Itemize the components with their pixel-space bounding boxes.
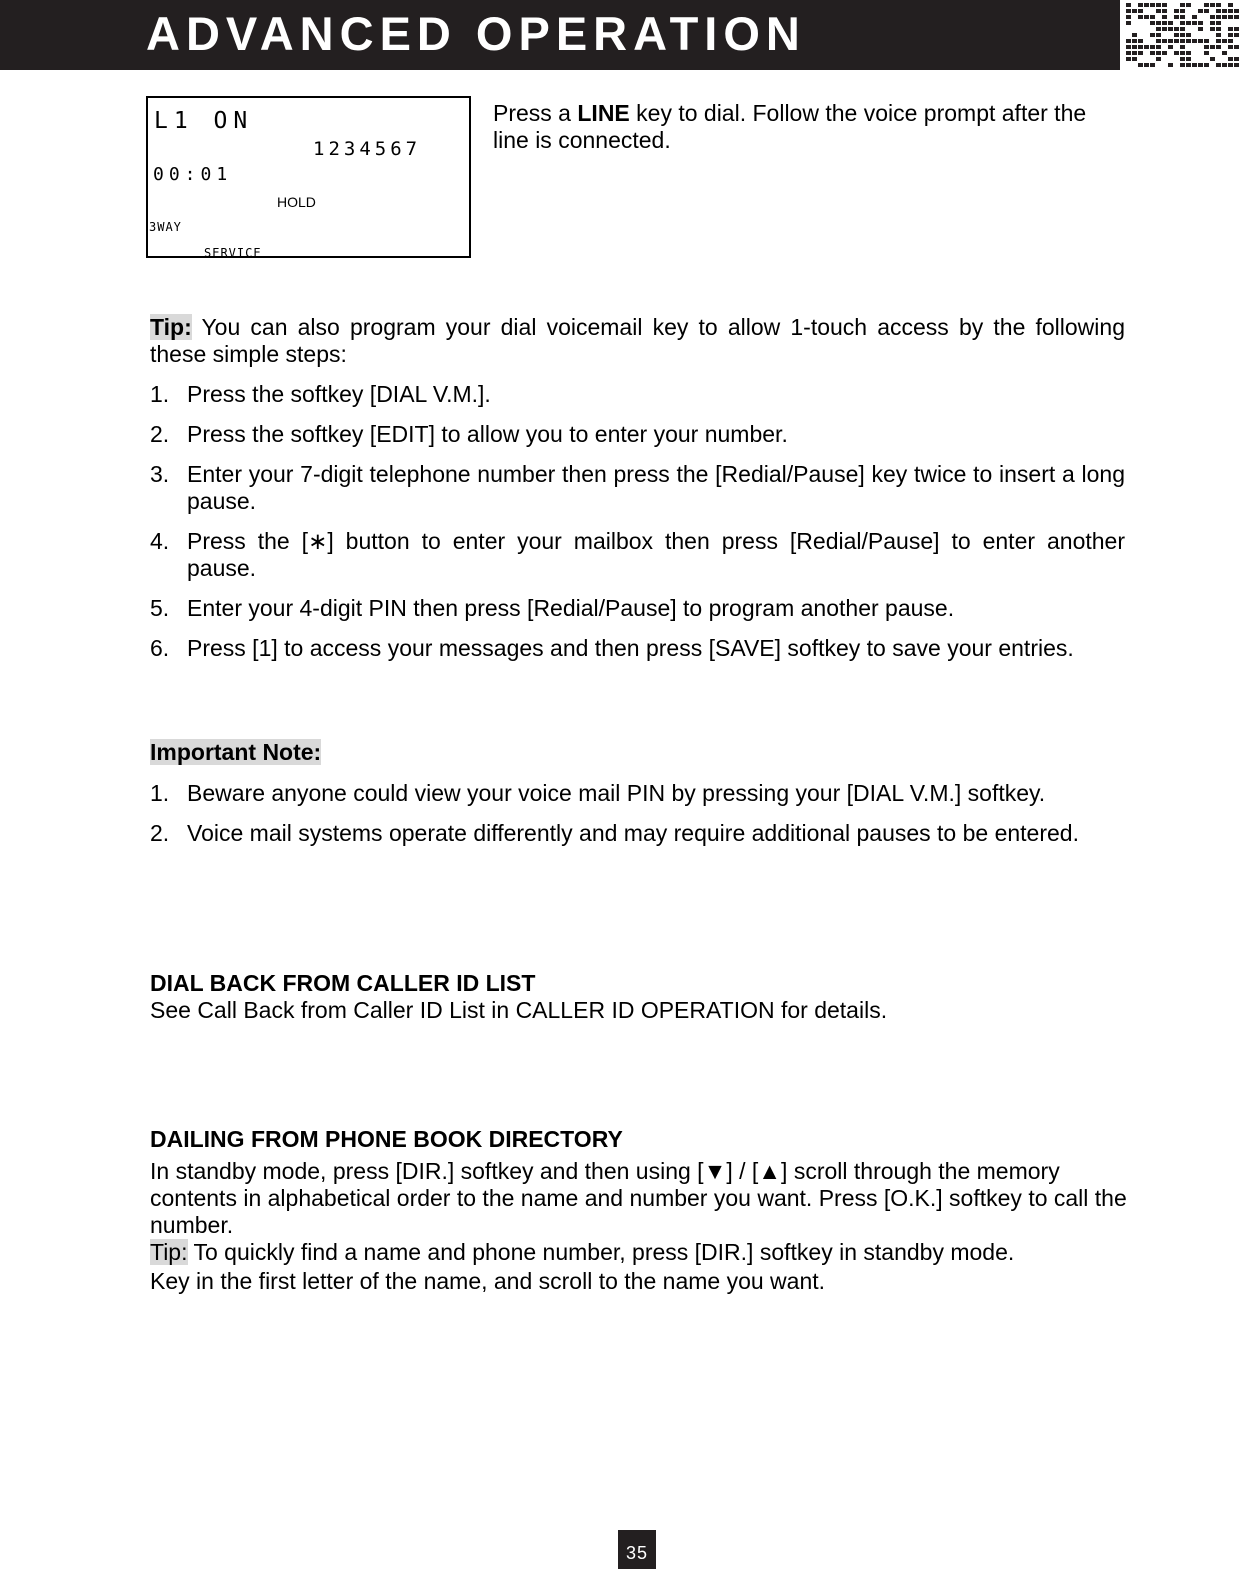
phone-book-section — [150, 1126, 1130, 1295]
list-item: 3. Enter your 7-digit telephone number then press the [Redial/Pause] key twice to insert a long pause. — [150, 461, 1125, 514]
dial-back-section — [150, 970, 1125, 1024]
list-item: 2. Voice mail systems operate differently and may require additional pauses to be entered. — [150, 820, 1079, 846]
phone-book-heading: DAILING FROM PHONE BOOK DIRECTORY — [150, 1126, 623, 1152]
tip-label: Tip: — [150, 314, 192, 340]
important-note-section — [150, 737, 1125, 860]
lcd-dialed-number: 1234567 — [313, 138, 422, 160]
page-title: ADVANCED OPERATION — [146, 7, 806, 60]
phone-book-tip-text: To quickly find a name and phone number, press [DIR.] softkey in standby mode. — [187, 1239, 1015, 1265]
tip-section — [150, 314, 1125, 675]
list-item: 5. Enter your 4-digit PIN then press [Redial/Pause] to program another pause. — [150, 595, 955, 621]
tip-steps-list — [150, 381, 1125, 662]
important-note-list — [150, 780, 1125, 847]
tip-paragraph — [150, 314, 1125, 368]
intro-suffix: key to dial. Follow the voice prompt after the line is connected. — [493, 100, 1087, 153]
dial-back-text: See Call Back from Caller ID List in CALLER ID OPERATION for details. — [150, 997, 888, 1023]
intro-prefix: Press a — [493, 100, 578, 126]
header-bar — [0, 0, 1120, 70]
phone-book-tip-label: Tip: — [150, 1239, 188, 1265]
phone-book-tip-text-2: Key in the first letter of the name, and scroll to the name you want. — [150, 1268, 826, 1294]
lcd-display — [146, 96, 471, 258]
lcd-service-indicator: SERVICE — [204, 246, 262, 260]
list-item: 6. Press [1] to access your messages and then press [SAVE] softkey to save your entries. — [150, 635, 1074, 661]
corner-pattern-graphic — [1122, 0, 1240, 72]
lcd-3way-indicator: 3WAY — [149, 220, 182, 234]
list-item: 1. Press the softkey [DIAL V.M.]. — [150, 381, 491, 407]
tip-text: You can also program your dial voicemail key to allow 1-touch access by the following these simple steps: — [150, 314, 1125, 367]
list-item: 1. Beware anyone could view your voice mail PIN by pressing your [DIAL V.M.] softkey. — [150, 780, 1046, 806]
intro-paragraph — [493, 100, 1123, 154]
phone-book-text: In standby mode, press [DIR.] softkey and then using [▼] / [▲] scroll through the memory contents in alphabetical order to the name and number you want. Press [O.K.] softkey to call the number. — [150, 1158, 1127, 1238]
lcd-call-timer: 00:01 — [153, 164, 233, 185]
page-number: 35 — [618, 1530, 656, 1569]
lcd-hold-indicator: HOLD — [277, 194, 316, 210]
list-item: 2. Press the softkey [EDIT] to allow you to enter your number. — [150, 421, 788, 447]
dial-back-heading: DIAL BACK FROM CALLER ID LIST — [150, 970, 536, 996]
phone-book-tip — [150, 1239, 1130, 1266]
important-note-label: Important Note: — [150, 739, 322, 765]
list-item: 4. Press the [∗] button to enter your mailbox then press [Redial/Pause] to enter another pause. — [150, 528, 1125, 581]
lcd-line-status: L1 ON — [154, 108, 254, 134]
intro-line-key: LINE — [577, 100, 630, 126]
